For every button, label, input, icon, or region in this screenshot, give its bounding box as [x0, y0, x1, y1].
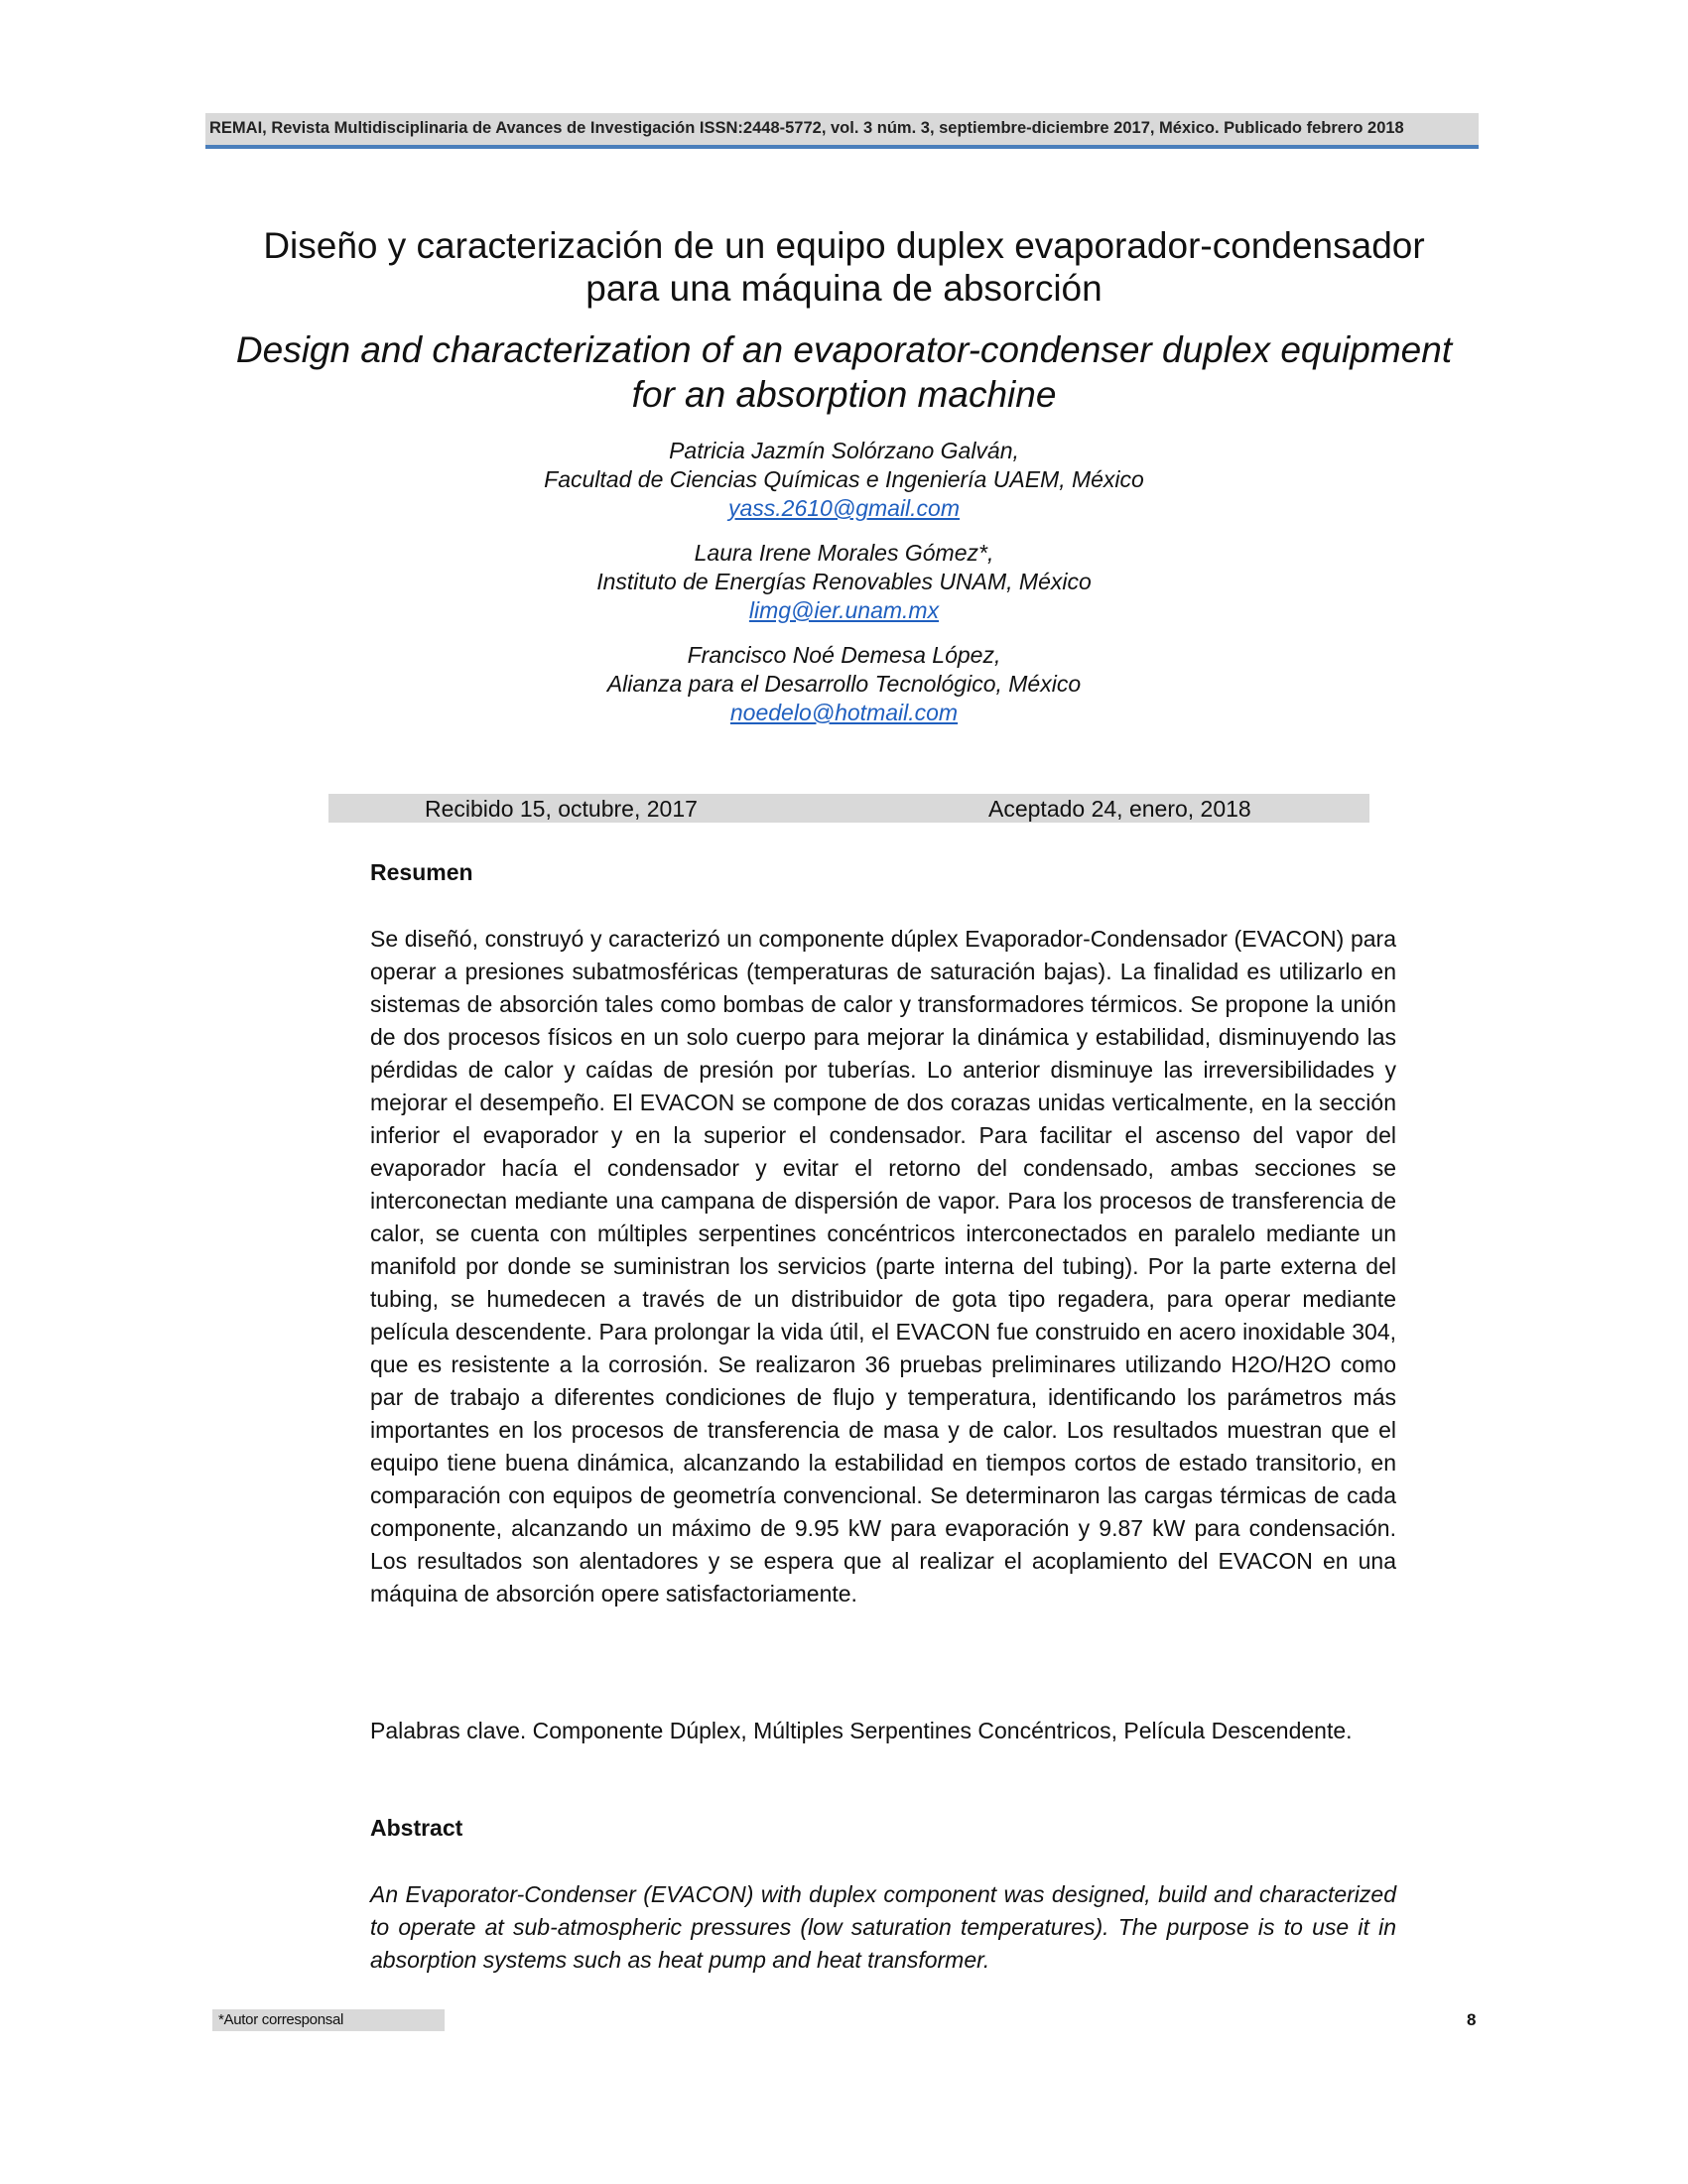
author-block-3	[347, 641, 1341, 727]
author-name: Patricia Jazmín Solórzano Galván,	[669, 438, 1019, 463]
author-block-2	[347, 539, 1341, 625]
resumen-text: Se diseñó, construyó y caracterizó un componente dúplex Evaporador-Condensador (EVACON) para operar a presiones subatmosféricas (temperaturas de saturación bajas). La finalidad es utilizarlo en sistemas de absorción tales como bombas de calor y transformadores térmicos. Se propone la unión de dos procesos físicos en un solo cuerpo para mejorar la dinámica y estabilidad, disminuyendo las pérdidas de calor y caídas de presión por tuberías. Lo anterior disminuye las irreversibilidades y mejorar el desempeño. El EVACON se compone de dos corazas unidas verticalmente, en la sección inferior el evaporador y en la superior el condensador. Para facilitar el ascenso del vapor del evaporador hacía el condensador y evitar el retorno del condensado, ambas secciones se interconectan mediante una campana de dispersión de vapor. Para los procesos de transferencia de calor, se cuenta con múltiples serpentines concéntricos interconectados en paralelo mediante un manifold por donde se suministran los servicios (parte interna del tubing). Por la parte externa del tubing, se humedecen a través de un distribuidor de gota tipo regadera, para operar mediante película descendente. Para prolongar la vida útil, el EVACON fue construido en acero inoxidable 304, que es resistente a la corrosión. Se realizaron 36 pruebas preliminares utilizando H2O/H2O como par de trabajo a diferentes condiciones de flujo y temperatura, identificando los parámetros más importantes en los procesos de transferencia de masa y de calor. Los resultados muestran que el equipo tiene buena dinámica, alcanzando la estabilidad en tiempos cortos de estado transitorio, en comparación con equipos de geometría convencional. Se determinaron las cargas térmicas de cada componente, alcanzando un máximo de 9.95 kW para evaporación y 9.87 kW para condensación. Los resultados son alentadores y se espera que al realizar el acoplamiento del EVACON en una máquina de absorción opere satisfactoriamente.	[370, 926, 1396, 1606]
author-email-link[interactable]: noedelo@hotmail.com	[729, 700, 959, 725]
abstract-text: An Evaporator-Condenser (EVACON) with duplex component was designed, build and characterized to operate at sub-atmospheric pressures (low saturation temperatures). The purpose is to use it in absorption systems such as heat pump and heat transformer.	[370, 1881, 1396, 1973]
title-english	[149, 327, 1539, 417]
author-name: Francisco Noé Demesa López,	[687, 642, 1001, 668]
author-affiliation: Alianza para el Desarrollo Tecnológico, México	[606, 671, 1082, 697]
dates-bar	[328, 794, 1369, 823]
page-number: 8	[1467, 2010, 1477, 2029]
title-english-line2: for an absorption machine	[631, 374, 1057, 415]
resumen-heading: Resumen	[370, 859, 473, 885]
journal-header-text: REMAI, Revista Multidisciplinaria de Avances de Investigación ISSN:2448-5772, vol. 3 núm. 3, septiembre-diciembre 2017, México. Publicado febrero 2018	[209, 119, 1404, 137]
abstract-heading: Abstract	[370, 1815, 463, 1841]
author-affiliation: Facultad de Ciencias Químicas e Ingeniería UAEM, México	[544, 466, 1144, 492]
author-affiliation: Instituto de Energías Renovables UNAM, México	[596, 569, 1092, 594]
author-block-1	[347, 437, 1341, 523]
keywords: Palabras clave. Componente Dúplex, Múltiples Serpentines Concéntricos, Película Descendente.	[370, 1718, 1353, 1743]
author-name: Laura Irene Morales Gómez*,	[694, 540, 994, 566]
title-spanish-line1: Diseño y caracterización de un equipo duplex evaporador-condensador	[263, 225, 1425, 266]
received-date: Recibido 15, octubre, 2017	[425, 796, 698, 822]
accepted-date: Aceptado 24, enero, 2018	[988, 796, 1251, 822]
title-spanish-line2: para una máquina de absorción	[585, 268, 1103, 309]
journal-header	[205, 113, 1479, 149]
author-email-link[interactable]: yass.2610@gmail.com	[728, 495, 960, 521]
title-english-line1: Design and characterization of an evaporator-condenser duplex equipment	[235, 329, 1453, 370]
title-spanish	[149, 224, 1539, 310]
author-email-link[interactable]: limg@ier.unam.mx	[748, 597, 940, 623]
footnote: *Autor corresponsal	[212, 2009, 445, 2031]
